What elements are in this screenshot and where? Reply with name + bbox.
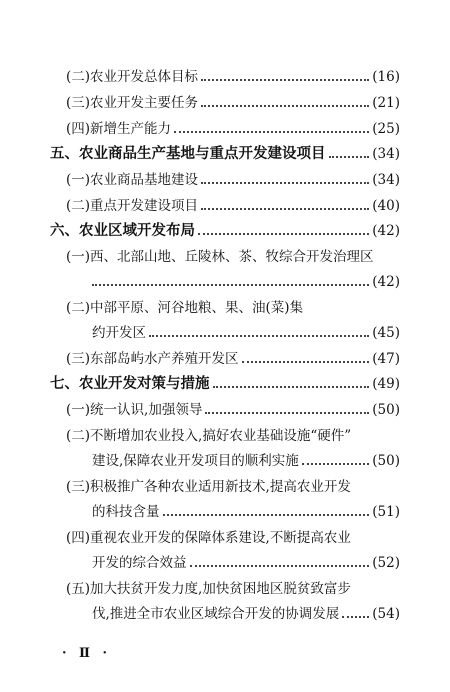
toc-entry-page: (51) [372,504,400,520]
toc-entry-title: (二)农业开发总体目标 [66,69,199,85]
toc-entry [92,324,400,342]
toc-entry-line1: (四)重视农业开发的保障体系建设,不断提高农业 [66,530,351,546]
toc-entry-line1: (二)不断增加农业投入,搞好农业基础设施“硬件” [66,428,352,444]
toc-entry-page: (50) [372,453,400,469]
toc-leader-dots [201,105,369,107]
toc-leader-dots [149,335,369,337]
toc-entry-line1: (三)积极推广各种农业适用新技术,提高农业开发 [66,479,351,495]
toc-entry-page: (16) [372,69,400,85]
toc-leader-dots [329,156,370,158]
page-number: · Ⅱ · [62,646,112,661]
toc-entry-page: (54) [372,606,400,622]
toc-entry-page: (45) [372,325,400,341]
toc-entry-page: (40) [372,198,400,214]
toc-entry-page: (47) [372,351,400,367]
toc-entry-page: (50) [372,402,400,418]
toc-entry [66,68,400,86]
toc-entry [66,350,400,368]
toc-entry-page: (42) [372,223,400,239]
toc-leader-dots [201,182,369,184]
toc-entry-title: 伐,推进全市农业区域综合开发的协调发展 [92,606,340,622]
toc-entry [66,120,400,138]
toc-entry-title: 约开发区 [92,325,146,341]
toc-section-heading [50,375,400,393]
toc-entry [66,94,400,112]
toc-entry-title: 的科技含量 [92,504,160,520]
toc-entry-title: 六、农业区域开发布局 [50,222,195,239]
toc-entry [92,554,400,572]
toc-entry-title: 开发的综合效益 [92,555,187,571]
toc-entry [66,401,400,419]
toc-leader-dots [342,616,369,618]
toc-leader-dots [198,233,369,235]
toc-leader-dots [302,463,369,465]
toc-leader-dots [190,565,370,567]
toc-entry-page: (52) [372,555,400,571]
toc-entry-page: (21) [372,95,400,111]
toc-entry-title: (一)统一认识,加强领导 [66,402,203,418]
toc-entry-page: (49) [372,376,400,392]
toc-entry-title: (三)农业开发主要任务 [66,95,199,111]
toc-section-heading [50,222,400,240]
toc-leader-dots [205,412,369,414]
toc-entry-title: 七、农业开发对策与措施 [50,375,210,392]
toc-entry-page: (34) [372,172,400,188]
toc-entry-title: (二)重点开发建设项目 [66,198,199,214]
toc-entry [92,273,400,291]
toc-entry [92,452,400,470]
toc-entry-page: (42) [372,274,400,290]
toc-leader-dots [201,79,369,81]
toc-section-heading [50,145,400,163]
toc-entry-line1: (五)加大扶贫开发力度,加快贫困地区脱贫致富步 [66,581,351,597]
toc-entry [66,171,400,189]
toc-leader-dots [201,208,369,210]
toc-entry [66,197,400,215]
toc-entry-page: (25) [372,121,400,137]
toc-entry-title: (四)新增生产能力 [66,121,172,137]
toc-leader-dots [242,361,370,363]
toc-leader-dots [92,284,369,286]
toc-entry [92,503,400,521]
toc-entry-title: (一)农业商品基地建设 [66,172,199,188]
toc-leader-dots [174,131,369,133]
toc-entry-title: 五、农业商品生产基地与重点开发建设项目 [50,145,326,162]
toc-entry-title: (三)东部岛屿水产养殖开发区 [66,351,239,367]
toc-entry [92,605,400,623]
toc-leader-dots [163,514,370,516]
toc-entry-title: 建设,保障农业开发项目的顺利实施 [92,453,299,469]
toc-entry-line1: (二)中部平原、河谷地粮、果、油(菜)集 [66,300,304,316]
toc-entry-line1: (一)西、北部山地、丘陵林、茶、牧综合开发治理区 [66,249,374,265]
toc-leader-dots [213,386,370,388]
toc-entry-page: (34) [372,146,400,162]
